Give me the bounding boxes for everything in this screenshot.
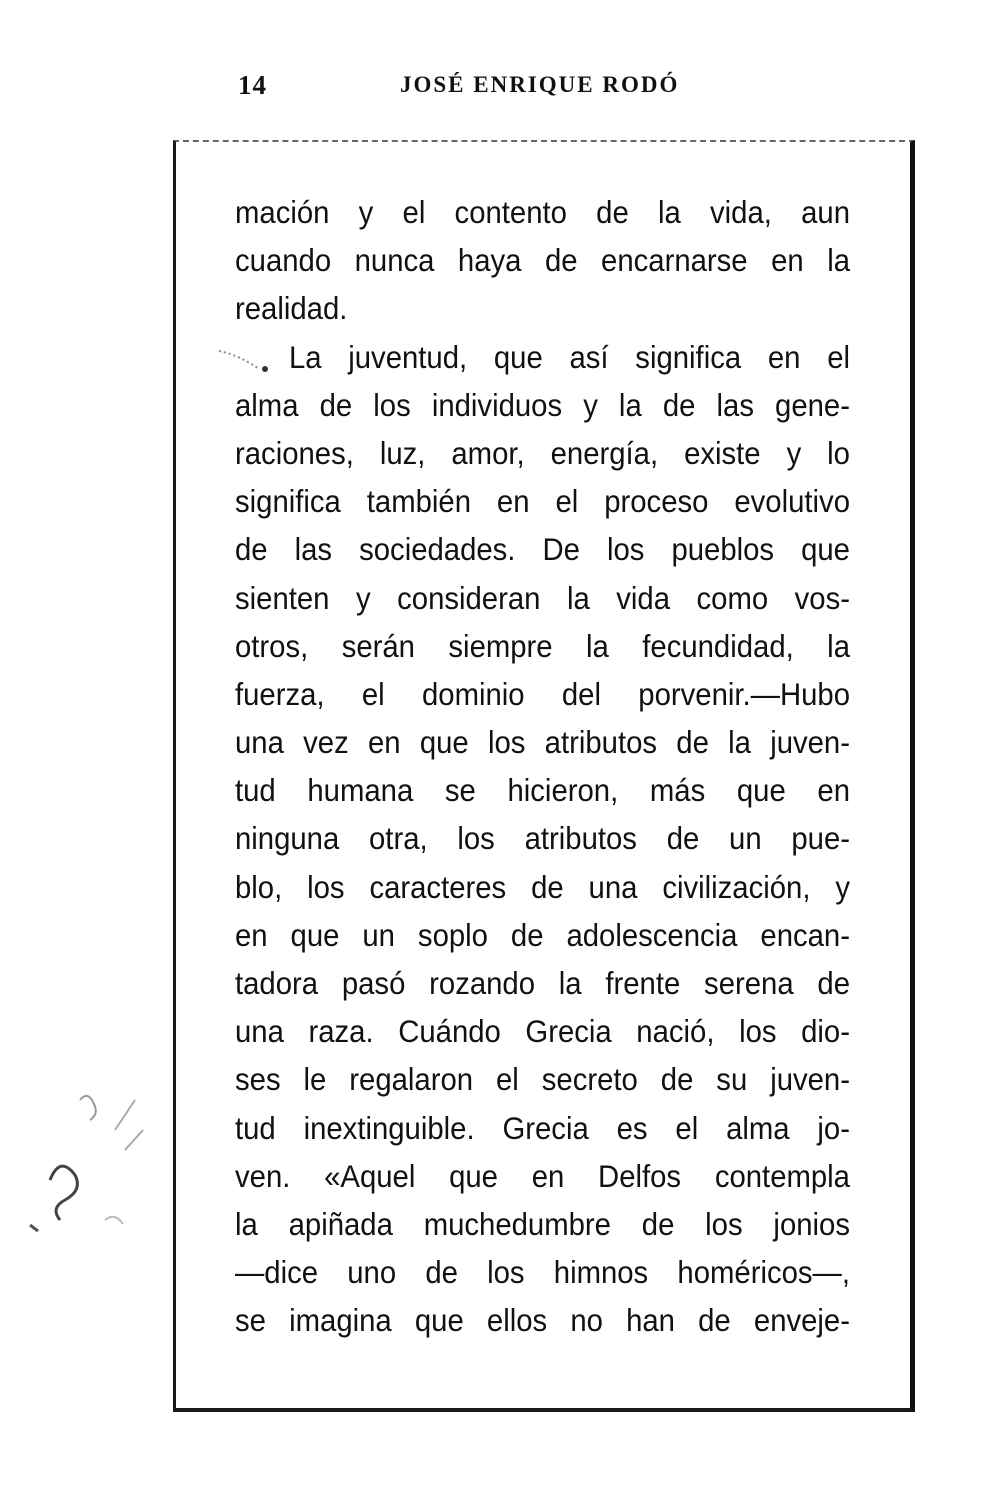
paragraph-start: La juventud, que así significa en el xyxy=(288,338,850,375)
text-line: una raza. Cuándo Grecia nació, los dio- xyxy=(235,1013,850,1050)
margin-scribble xyxy=(20,1040,170,1260)
text-line: cuando nunca haya de encarnarse en la xyxy=(235,242,850,279)
text-line: tud humana se hicieron, más que en xyxy=(235,772,850,809)
text-line: la apiñada muchedumbre de los jonios xyxy=(235,1205,850,1242)
text-line: otros, serán siempre la fecundidad, la xyxy=(235,627,850,664)
text-line: sienten y consideran la vida como vos- xyxy=(235,579,850,616)
text-line: ven. «Aquel que en Delfos contempla xyxy=(235,1157,850,1194)
text-line: fuerza, el dominio del porvenir.—Hubo xyxy=(235,675,850,712)
body-text xyxy=(235,188,850,1345)
text-line: significa también en el proceso evolutivo xyxy=(235,483,850,520)
text-line: tadora pasó rozando la frente serena de xyxy=(235,965,850,1001)
text-line: de las sociedades. De los pueblos que xyxy=(235,531,850,568)
text-line: raciones, luz, amor, energía, existe y lo xyxy=(235,434,850,471)
text-line: ses le regalaron el secreto de su juven- xyxy=(235,1061,850,1098)
text-line: una vez en que los atributos de la juven- xyxy=(235,724,850,761)
paragraph-mark xyxy=(215,345,275,375)
text-line: realidad. xyxy=(235,290,348,327)
text-line: ninguna otra, los atributos de un pue- xyxy=(235,820,850,857)
text-line: tud inextinguible. Grecia es el alma jo- xyxy=(235,1109,850,1146)
text-line: se imagina que ellos no han de enveje- xyxy=(235,1302,850,1339)
page-number: 14 xyxy=(238,70,267,100)
running-head xyxy=(0,70,1000,110)
text-line: mación y el contento de la vida, aun xyxy=(235,194,850,230)
author-name: JOSÉ ENRIQUE RODÓ xyxy=(400,72,680,97)
text-line: —dice uno de los himnos homéricos—, xyxy=(235,1254,850,1291)
text-line: en que un soplo de adolescencia encan- xyxy=(235,916,850,953)
text-line: blo, los caracteres de una civilización, y xyxy=(235,868,850,905)
text-line: alma de los individuos y la de las gene- xyxy=(235,386,850,423)
